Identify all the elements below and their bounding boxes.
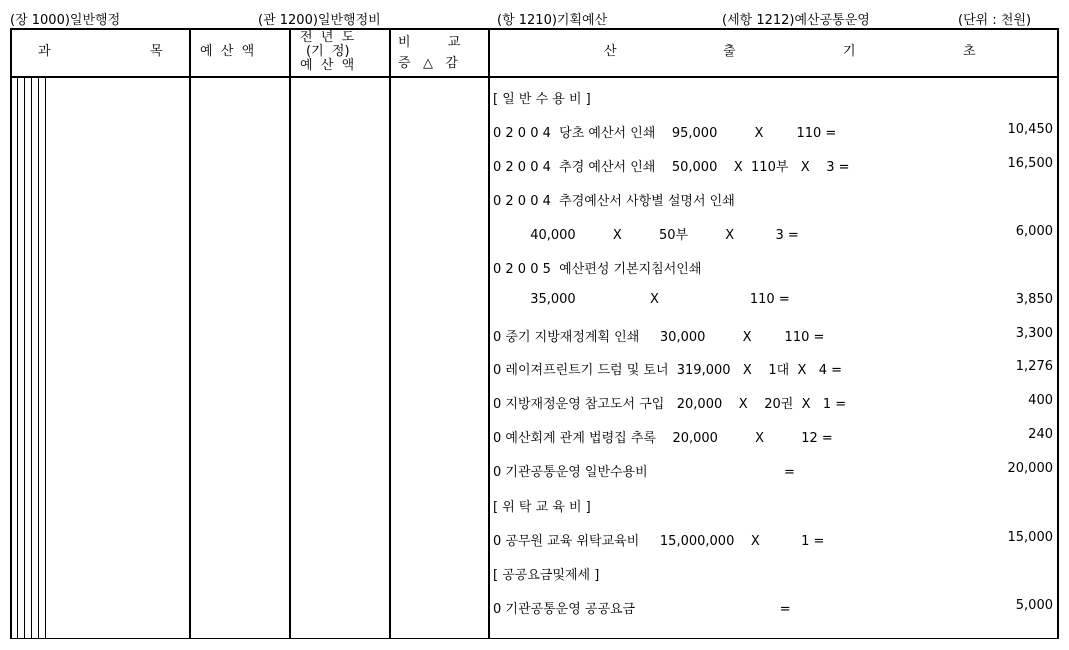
- row-amount: 400: [1028, 393, 1053, 408]
- row-text: [ 일 반 수 용 비 ]: [493, 92, 591, 107]
- gwamok-rule-3: [31, 78, 32, 639]
- gwamok-rule-1: [17, 78, 18, 639]
- row-text: [ 공공요금및제세 ]: [493, 568, 600, 583]
- row-text: 35,000 X 110 =: [493, 292, 790, 307]
- row-amount: 20,000: [1007, 461, 1053, 476]
- col-header-prev-2: (기 정): [306, 44, 350, 59]
- gwamok-rule-5: [45, 78, 46, 639]
- row-amount: 3,300: [1015, 326, 1053, 341]
- col-header-gwamok-a: 과: [38, 44, 51, 59]
- row-text: 0 예산회계 관계 법령집 추록 20,000 X 12 =: [493, 431, 833, 446]
- gwan-label: (관 1200)일반행정비: [258, 13, 381, 28]
- col-divider-compare: [389, 28, 391, 639]
- col-header-basis-1: 산: [604, 44, 617, 59]
- row-amount: 15,000: [1007, 530, 1053, 545]
- unit-label: (단위 : 천원): [958, 13, 1032, 28]
- row-amount: 5,000: [1015, 598, 1053, 613]
- row-text: 0 공무원 교육 위탁교육비 15,000,000 X 1 =: [493, 534, 825, 549]
- row-text: 0 2 0 0 4 당초 예산서 인쇄 95,000 X 110 =: [493, 126, 837, 141]
- gwamok-rule-2: [24, 78, 25, 639]
- row-amount: 1,276: [1015, 359, 1053, 374]
- row-amount: 16,500: [1007, 156, 1053, 171]
- col-header-basis-4: 초: [963, 44, 976, 59]
- row-amount: 240: [1028, 427, 1053, 442]
- col-header-compare-1: 비 교: [398, 35, 461, 50]
- gwamok-rule-4: [38, 78, 39, 639]
- row-text: 0 2 0 0 4 추경 예산서 인쇄 50,000 X 110부 X 3 =: [493, 160, 850, 175]
- col-header-prev-3: 예 산 액: [300, 58, 355, 73]
- row-text: [ 위 탁 교 육 비 ]: [493, 500, 591, 515]
- table-right-border: [1057, 28, 1059, 639]
- col-header-compare-2: 증 △ 감: [398, 56, 458, 71]
- col-divider-basis: [488, 28, 490, 639]
- table-top-border: [10, 28, 1059, 30]
- row-text: 0 기관공통운영 공공요금 =: [493, 602, 791, 617]
- header-bottom-border: [10, 76, 1059, 78]
- col-divider-prev: [289, 28, 291, 639]
- row-amount: 10,450: [1007, 122, 1053, 137]
- col-header-gwamok-b: 목: [150, 44, 163, 59]
- row-text: 0 레이져프린트기 드럼 및 토너 319,000 X 1대 X 4 =: [493, 363, 843, 378]
- row-amount: 3,850: [1015, 292, 1053, 307]
- col-divider-budget: [189, 28, 191, 639]
- col-header-basis-2: 출: [723, 44, 736, 59]
- sehang-label: (세항 1212)예산공통운영: [722, 13, 870, 28]
- row-text: 0 지방재정운영 참고도서 구입 20,000 X 20권 X 1 =: [493, 397, 847, 412]
- col-header-prev-1: 전 년 도: [300, 30, 355, 45]
- row-text: 0 2 0 0 5 예산편성 기본지침서인쇄: [493, 262, 702, 277]
- table-bottom-border: [10, 638, 1059, 639]
- row-text: 0 중기 지방재정계획 인쇄 30,000 X 110 =: [493, 330, 825, 345]
- jang-label: (장 1000)일반행정: [10, 13, 121, 28]
- row-text: 0 2 0 0 4 추경예산서 사항별 설명서 인쇄: [493, 194, 735, 209]
- row-text: 0 기관공통운영 일반수용비 =: [493, 465, 795, 480]
- hang-label: (항 1210)기획예산: [497, 13, 608, 28]
- table-left-border: [10, 28, 12, 639]
- row-text: 40,000 X 50부 X 3 =: [493, 228, 799, 243]
- col-header-basis-3: 기: [843, 44, 856, 59]
- col-header-budget: 예 산 액: [200, 44, 255, 59]
- row-amount: 6,000: [1015, 224, 1053, 239]
